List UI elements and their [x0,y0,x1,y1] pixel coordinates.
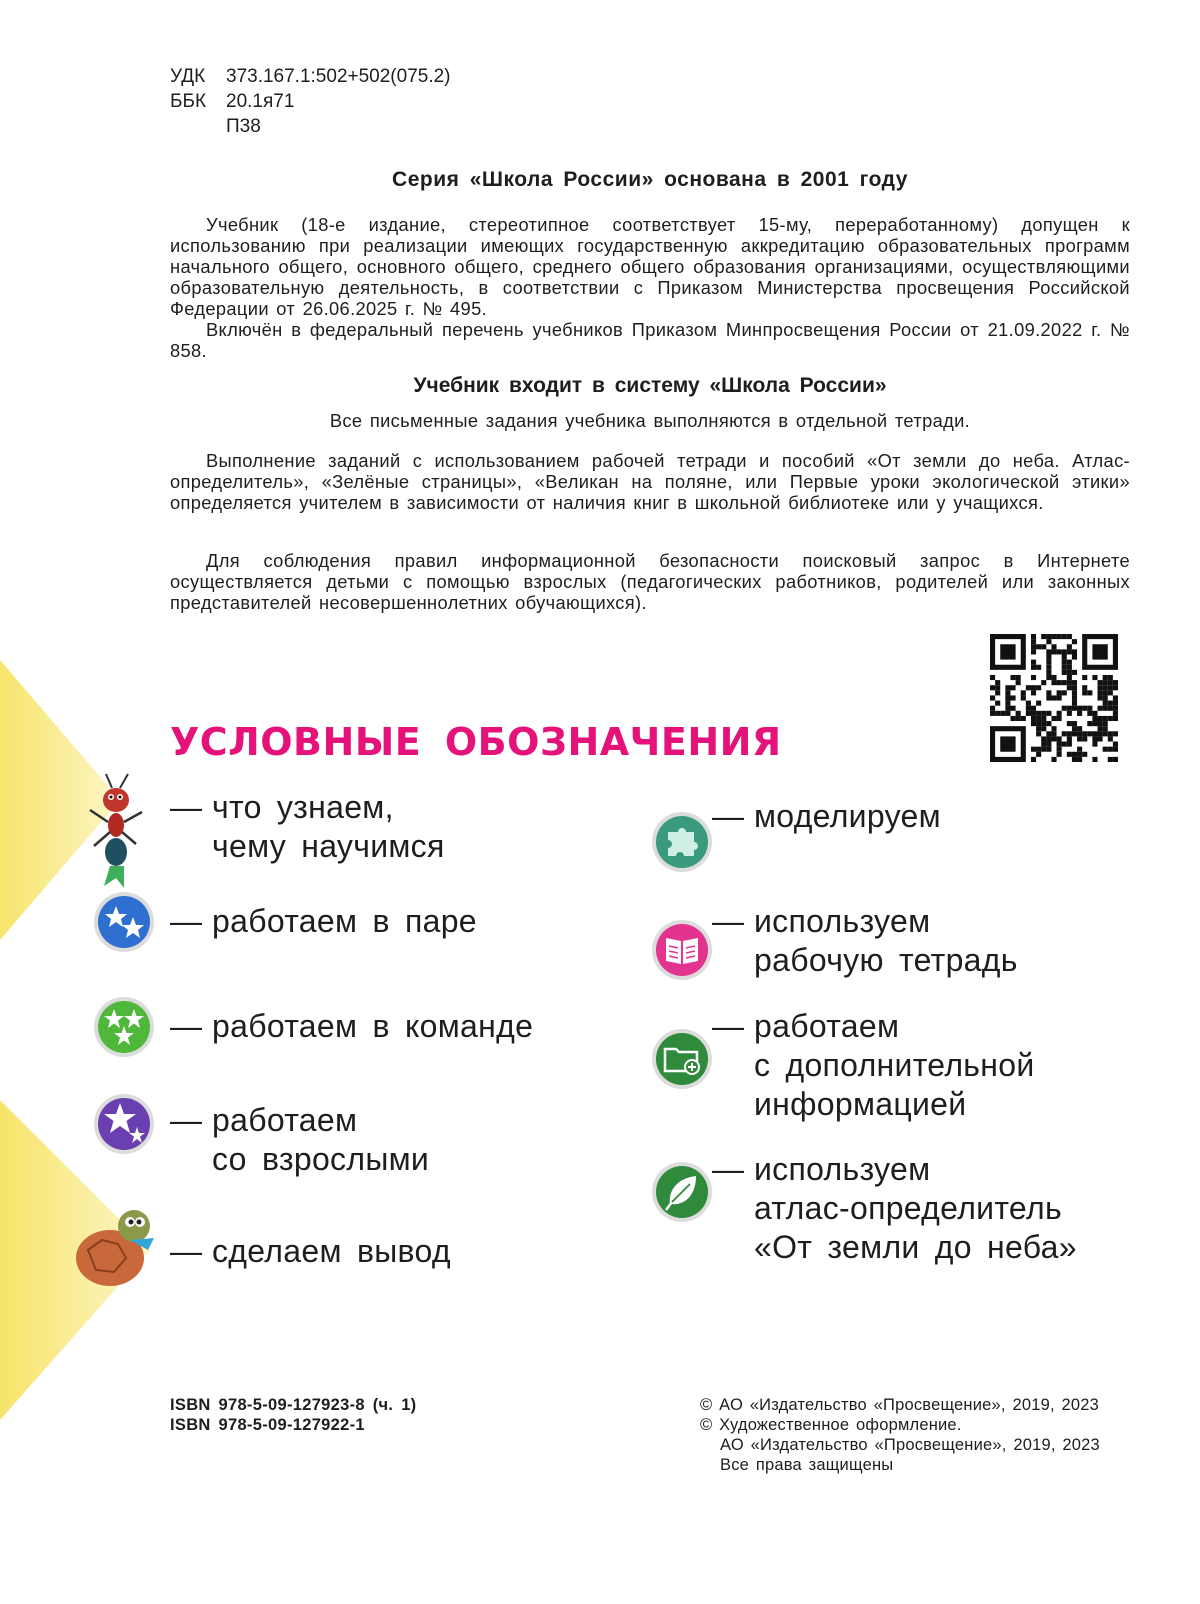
legend-dash: — [170,789,203,825]
federal-list-paragraph: Включён в федеральный перечень учебников Приказом Минпросвещения России от 21.09.2022 г. № 858. [170,319,1130,361]
approval-text [170,214,1130,361]
legend-item-atlas [712,1150,1077,1267]
safety-paragraph: Для соблюдения правил информационной безопасности поисковый запрос в Интернете осуществляется детьми с помощью взрослых (педагогических работников, родителей или законных представителей несовершеннолетних обучающихся). [170,550,1130,613]
legend-dash: — [712,1008,745,1044]
udk-value: 373.167.1:502+502(075.2) [226,66,451,87]
legend-text: моделируем [754,798,941,834]
materials-text [170,450,1130,513]
legend-item-team [170,1007,533,1046]
author-code: П38 [226,116,261,137]
copyright-line: © АО «Издательство «Просвещение», 2019, 2023 [700,1396,1100,1414]
isbn-block [170,1395,416,1435]
puzzle-icon [650,810,714,874]
legend-item-extra-info [712,1007,1035,1124]
legend-text: работаем [754,1008,900,1044]
folder-plus-icon [650,1027,714,1091]
legend-text: что узнаем, [212,789,394,825]
legend-dash: — [170,1008,203,1044]
legend-item-adults [170,1101,429,1179]
legend-text: работаем в паре [212,903,477,939]
legend-dash: — [170,903,203,939]
legend-text: работаем в команде [212,1008,534,1044]
legend-text: рабочую тетрадь [754,942,1018,978]
copyright-block [700,1395,1130,1475]
legend-text: атлас-определитель [754,1190,1062,1226]
legend-text: с дополнительной [754,1047,1035,1083]
bbk-label: ББК [170,91,207,112]
adult-star-icon [92,1092,156,1156]
leaf-icon [650,1160,714,1224]
legend-dash: — [712,1151,745,1187]
legend-title: УСЛОВНЫЕ ОБОЗНАЧЕНИЯ [170,720,782,764]
legend-dash: — [712,798,745,834]
legend-dash: — [712,903,745,939]
workbook-icon [650,918,714,982]
legend-text: используем [754,903,931,939]
legend-item-modeling [712,797,941,836]
copyright-line: © Художественное оформление. [700,1416,962,1434]
series-line: Серия «Школа России» основана в 2001 году [392,168,908,191]
legend-dash: — [170,1233,203,1269]
qr-code [990,634,1118,762]
legend-text: используем [754,1151,931,1187]
team-stars-icon [92,995,156,1059]
turtle-icon [68,1200,164,1296]
legend-text: «От земли до неба» [754,1229,1077,1265]
system-line: Учебник входит в систему «Школа России» [413,374,887,397]
approval-paragraph: Учебник (18-е издание, стереотипное соответствует 15-му, переработанному) допущен к использованию при реализации имеющих государственную аккредитацию образовательных программ начального общего, основного общего, среднего общего образования организациями, осуществляющими образовательную деятельность, в соответствии с Приказом Министерства просвещения Российской Федерации от 26.06.2025 г. № 495. [170,214,1130,319]
legend-text: работаем [212,1102,358,1138]
isbn-line: ISBN 978-5-09-127922-1 [170,1416,365,1434]
legend-item-pair [170,902,477,941]
legend-dash: — [170,1102,203,1138]
legend-item-workbook [712,902,1018,980]
safety-text [170,550,1130,613]
workbook-note: Все письменные задания учебника выполняются в отдельной тетради. [329,410,971,431]
ant-icon [76,770,156,890]
pair-stars-icon [92,890,156,954]
copyright-line: Все права защищены [720,1456,894,1474]
materials-paragraph: Выполнение заданий с использованием рабочей тетради и пособий «От земли до неба. Атлас-определитель», «Зелёные страницы», «Великан на поляне, или Первые уроки экологической этики» определяется учителем в зависимости от наличия книг в школьной библиотеке или у учащихся. [170,450,1130,513]
udk-label: УДК [170,66,206,87]
legend-text: со взрослыми [212,1141,430,1177]
legend-text: информацией [754,1086,967,1122]
legend-text: сделаем вывод [212,1233,451,1269]
bbk-value: 20.1я71 [226,91,295,112]
copyright-line: АО «Издательство «Просвещение», 2019, 2023 [720,1436,1100,1454]
catalog-codes [170,64,451,139]
legend-text: чему научимся [212,828,445,864]
legend-item-conclusion [170,1232,451,1271]
legend-item-learn [170,788,445,866]
isbn-line: ISBN 978-5-09-127923-8 (ч. 1) [170,1396,417,1414]
